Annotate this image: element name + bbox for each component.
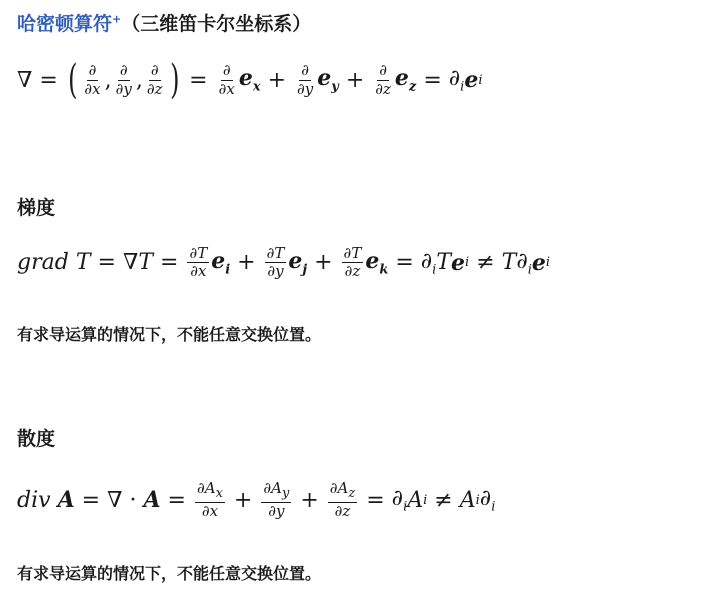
plus-icon: +	[112, 12, 122, 26]
nabla-formula: ∇ = ( $\frac{\partial}{\partial x}$ , $\frac{\partial}{\partial y}$ , $\frac{\partial}{\partial z}$ ) = $\frac{\partial}{\partial x}$ $e_x$ + $\frac{\partial}{\partial y}$ $e_y$ + $\frac{\partial}{\partial z}$ $e_z$ = $\partial_i$ e i	[17, 57, 483, 103]
hamilton-operator-link[interactable]: 哈密顿算符	[17, 13, 113, 35]
page-title	[17, 9, 311, 36]
gradient-heading: 梯度	[17, 197, 56, 219]
divergence-heading: 散度	[17, 428, 56, 450]
gradient-note: 有求导运算的情况下，不能任意交换位置。	[17, 325, 322, 344]
divergence-formula: div A = ∇ · A = $\frac{\partial A_x}{\partial x}$ + $\frac{\partial A_y}{\partial y}$ + $\frac{\partial A_z}{\partial z}$ = $\partial_i$ A i ≠ A i $\partial_i$	[17, 479, 496, 520]
title-suffix: （三维笛卡尔坐标系）	[121, 13, 312, 35]
divergence-note: 有求导运算的情况下，不能任意交换位置。	[17, 564, 322, 583]
gradient-formula: grad T = ∇ T = $\frac{\partial T}{\partial x}$ $e_i$ + $\frac{\partial T}{\partial y}$ $e_j$ + $\frac{\partial T}{\partial z}$ $e_k$ = $\partial_i$ T e i ≠ T $\partial_i$ e i	[17, 244, 551, 281]
